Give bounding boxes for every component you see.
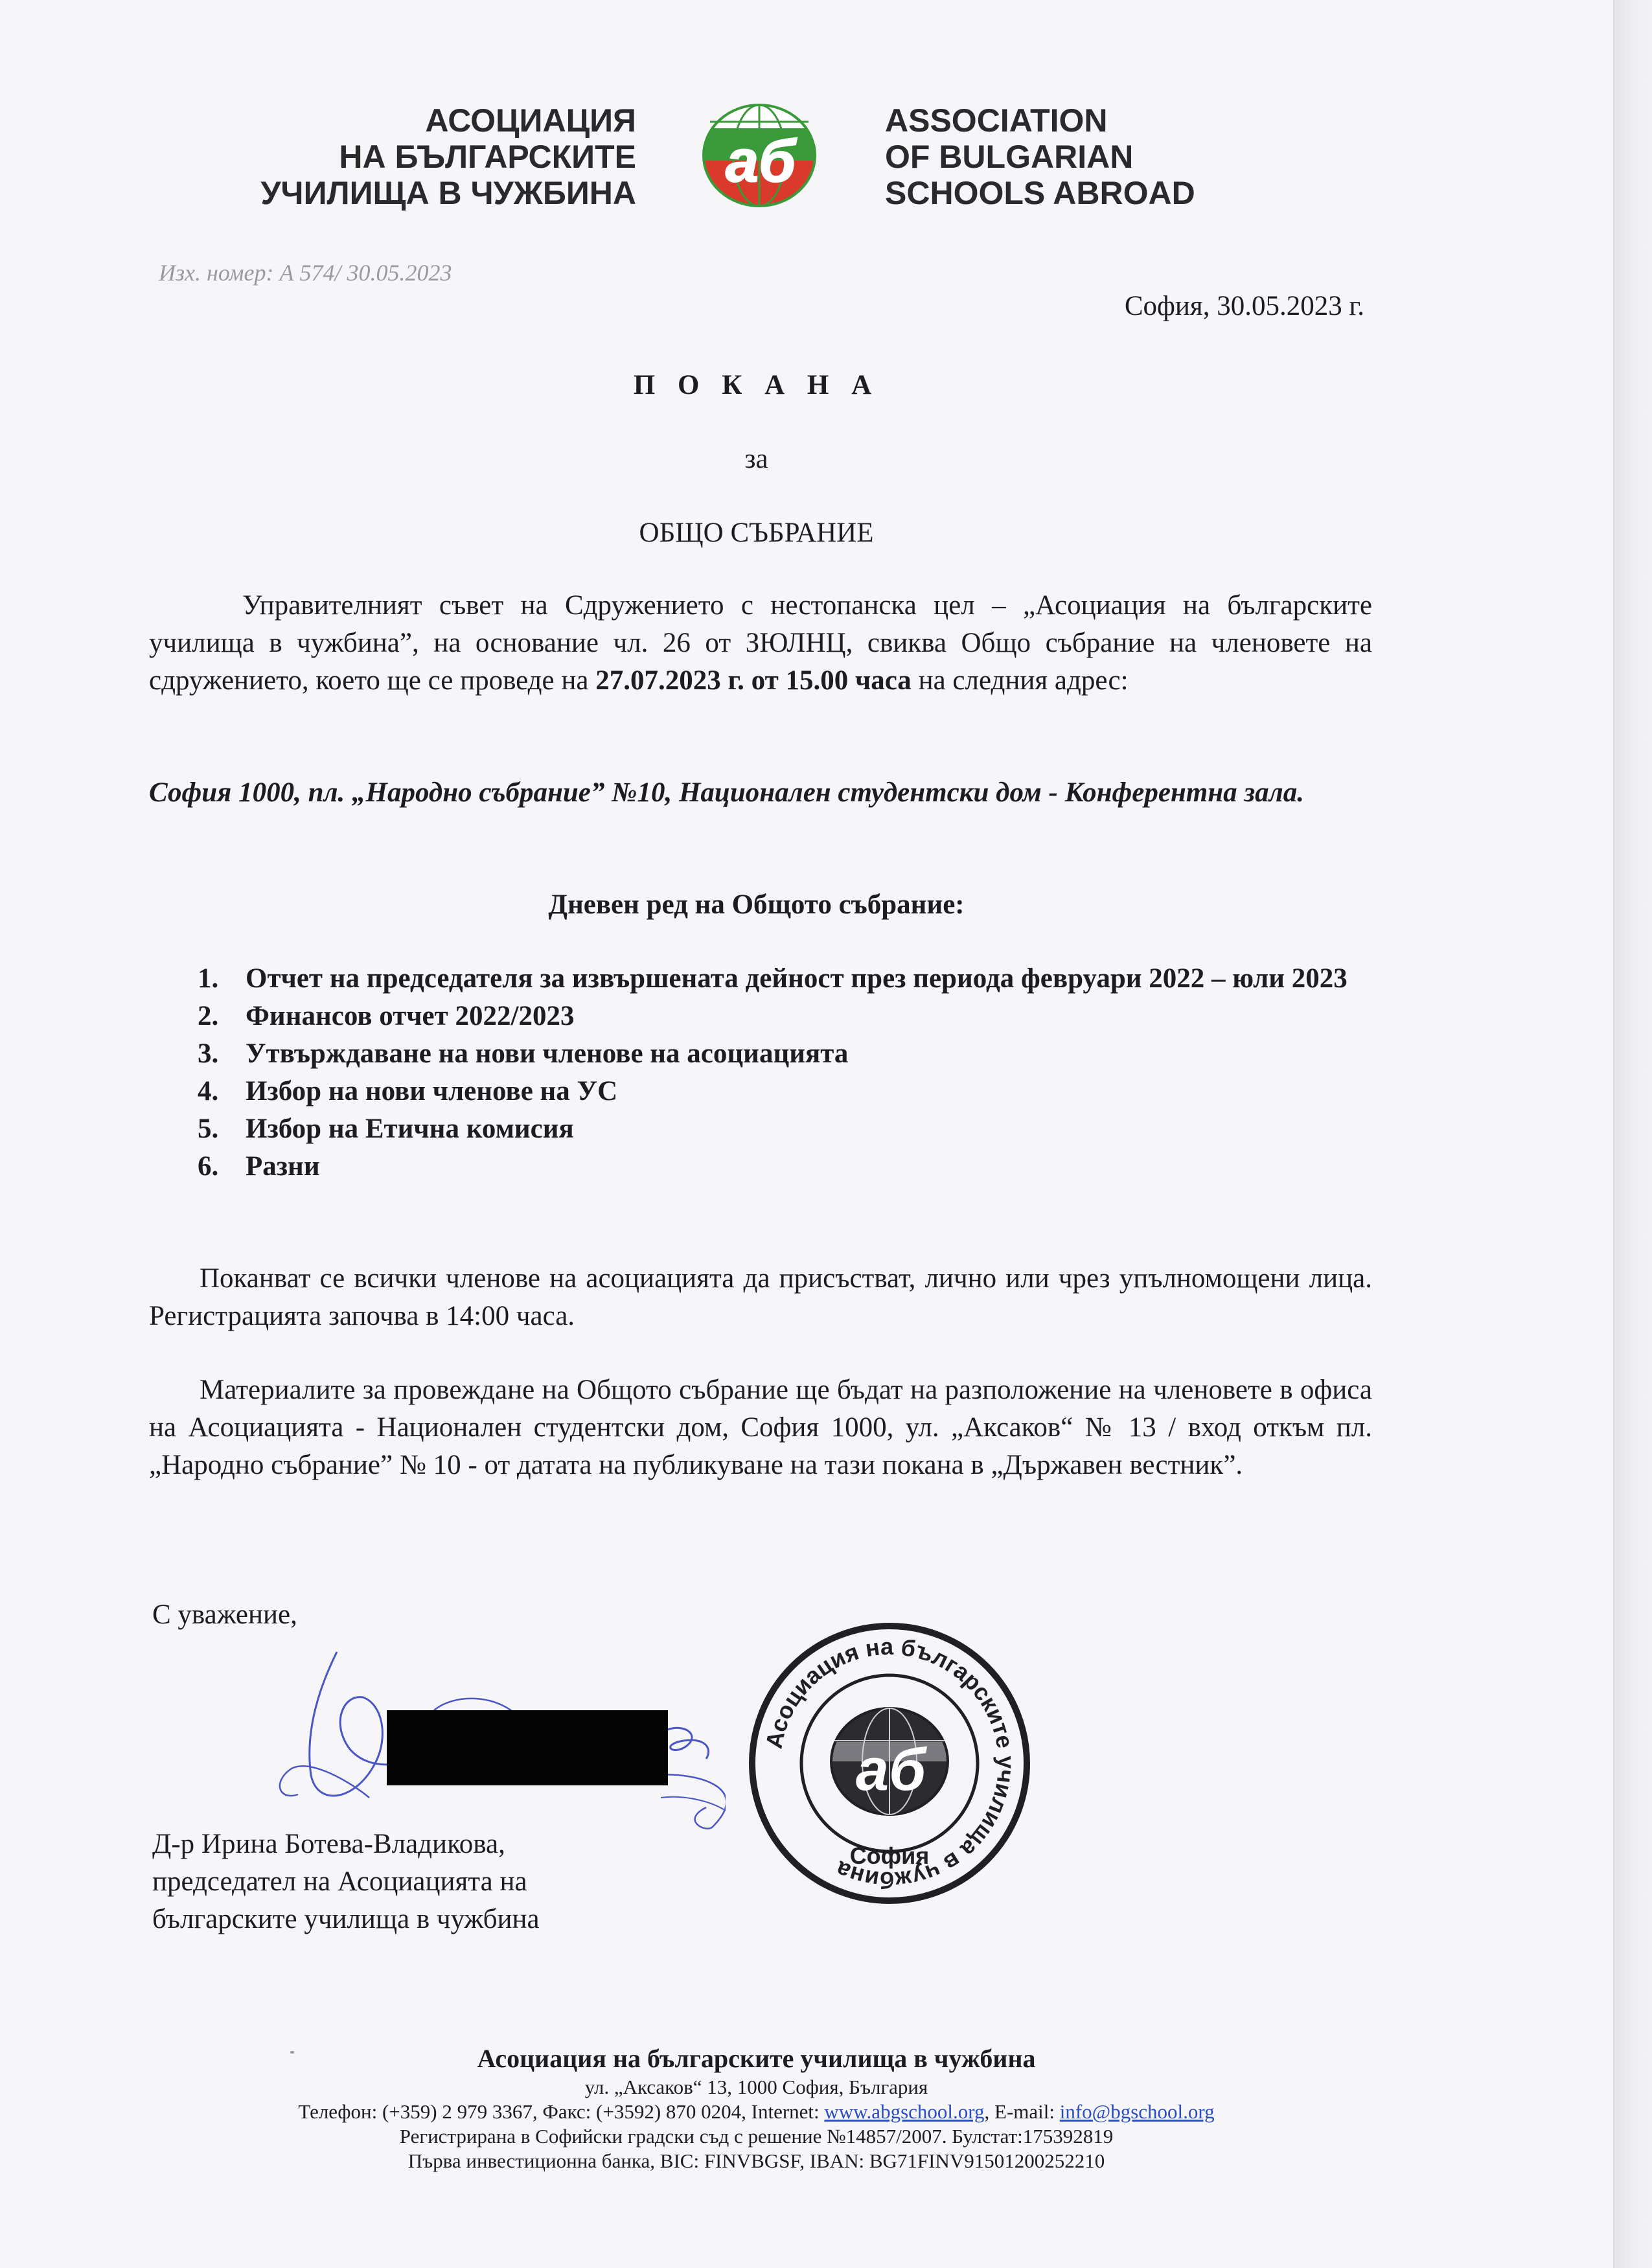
paragraph-text: на следния адрес:: [911, 665, 1129, 696]
paper-edge: [1613, 0, 1652, 2268]
signer-title: председател на Асоциацията на: [152, 1866, 527, 1897]
footer-registration: Регистрирана в Софийски градски съд с решение №14857/2007. Булстат:175392819: [399, 2125, 1114, 2148]
org-name-bg-line: НА БЪЛГАРСКИТЕ: [339, 139, 636, 175]
agenda-item-text: Разни: [246, 1151, 320, 1182]
attendance-paragraph: Поканват се всички членове на асоциацията да присъстват, лично или чрез упълномощени лица. Регистрацията започва в 14:00 часа.: [149, 1263, 1372, 1331]
redaction-box: [387, 1710, 668, 1785]
subtitle-meeting: ОБЩО СЪБРАНИЕ: [639, 518, 874, 548]
footer-contacts: [0, 2100, 1513, 2124]
footer-bank: Първа инвестиционна банка, BIC: FINVBGSF, IBAN: BG71FINV91501200252210: [407, 2149, 1105, 2172]
agenda-item: [198, 960, 1377, 998]
agenda-title: Дневен ред на Общото събрание:: [548, 889, 965, 920]
agenda-item-number: 3.: [198, 1038, 219, 1069]
official-stamp: [744, 1618, 1035, 1909]
footer-email-link[interactable]: info@bgschool.org: [1059, 2100, 1215, 2123]
agenda-list: [198, 960, 1377, 1186]
document-title: П О К А Н А: [633, 370, 880, 400]
place-date: София, 30.05.2023 г.: [1124, 291, 1364, 321]
paragraph-text: Управителният съвет на Сдружението с нестопанска цел – „Асоциация на българските училища в чужбина”, на основание чл. 26 от ЗЮЛНЦ, свиква Общо събрание на членовете на сдружението, което ще се проведе на: [149, 590, 1372, 696]
closing-salutation: С уважение,: [152, 1599, 297, 1630]
association-logo: [701, 102, 818, 209]
agenda-item-number: 2.: [198, 1001, 219, 1031]
agenda-item-text: Финансов отчет 2022/2023: [246, 1001, 575, 1031]
footer-org-name: Асоциация на българските училища в чужбина: [477, 2044, 1036, 2073]
org-name-en-line: OF BULGARIAN: [885, 139, 1134, 175]
org-name-en: [885, 102, 1338, 211]
footer-phone-fax: Телефон: (+359) 2 979 3367, Факс: (+3592) 870 0204, Internet:: [298, 2100, 825, 2123]
agenda-item-number: 5.: [198, 1114, 219, 1144]
footer-email-label: , E-mail:: [984, 2100, 1060, 2123]
footer: [0, 2043, 1513, 2173]
agenda-item: [198, 998, 1377, 1035]
agenda-item: [198, 1110, 1377, 1148]
signer-title: българските училища в чужбина: [152, 1904, 540, 1934]
org-name-en-line: ASSOCIATION: [885, 102, 1108, 139]
signer-block: [152, 1826, 735, 1938]
meeting-date-time: 27.07.2023 г. от 15.00 часа: [595, 665, 912, 696]
logo-text: аб: [725, 128, 796, 194]
invitation-paragraph: [149, 587, 1372, 700]
agenda-item-number: 4.: [198, 1076, 219, 1106]
reference-number: Изх. номер: А 574/ 30.05.2023: [159, 260, 452, 286]
agenda-item-text: Избор на нови членове на УС: [246, 1076, 618, 1106]
agenda-item-number: 6.: [198, 1151, 219, 1182]
agenda-item: [198, 1148, 1377, 1186]
org-name-en-line: SCHOOLS ABROAD: [885, 175, 1195, 211]
agenda-item-text: Избор на Етична комисия: [246, 1114, 574, 1144]
signer-name: Д-р Ирина Ботева-Владикова,: [152, 1829, 505, 1859]
agenda-item-text: Утвърждаване на нови членове на асоциацията: [246, 1038, 849, 1069]
footer-address: ул. „Аксаков“ 13, 1000 София, България: [584, 2076, 928, 2098]
footer-website-link[interactable]: www.abgschool.org: [824, 2100, 985, 2123]
agenda-item-number: 1.: [198, 963, 219, 994]
stamp-city: София: [849, 1842, 930, 1869]
org-name-bg: [194, 102, 636, 211]
agenda-item: [198, 1073, 1377, 1110]
agenda-item: [198, 1035, 1377, 1073]
agenda-item-text: Отчет на председателя за извършената дейност през периода февруари 2022 – юли 2023: [246, 963, 1348, 994]
stamp-logo-text: аб: [855, 1737, 926, 1803]
meeting-address: София 1000, пл. „Народно събрание” №10, Национален студентски дом - Конферентна зала.: [149, 777, 1304, 808]
materials-paragraph: Материалите за провеждане на Общото събрание ще бъдат на разположение на членовете в офиса на Асоциацията - Национален студентски дом, София 1000, ул. „Аксаков“ № 13 / вход откъм пл. „Народно събрание” № 10 - от датата на публикуване на тази покана в „Държавен вестник”.: [149, 1375, 1372, 1480]
org-name-bg-line: УЧИЛИЩА В ЧУЖБИНА: [260, 175, 636, 211]
subtitle-for: за: [744, 444, 768, 474]
stamp-ring-text: Асоциация на българските училища в чужбина: [760, 1632, 1020, 1894]
org-name-bg-line: АСОЦИАЦИЯ: [425, 102, 636, 139]
